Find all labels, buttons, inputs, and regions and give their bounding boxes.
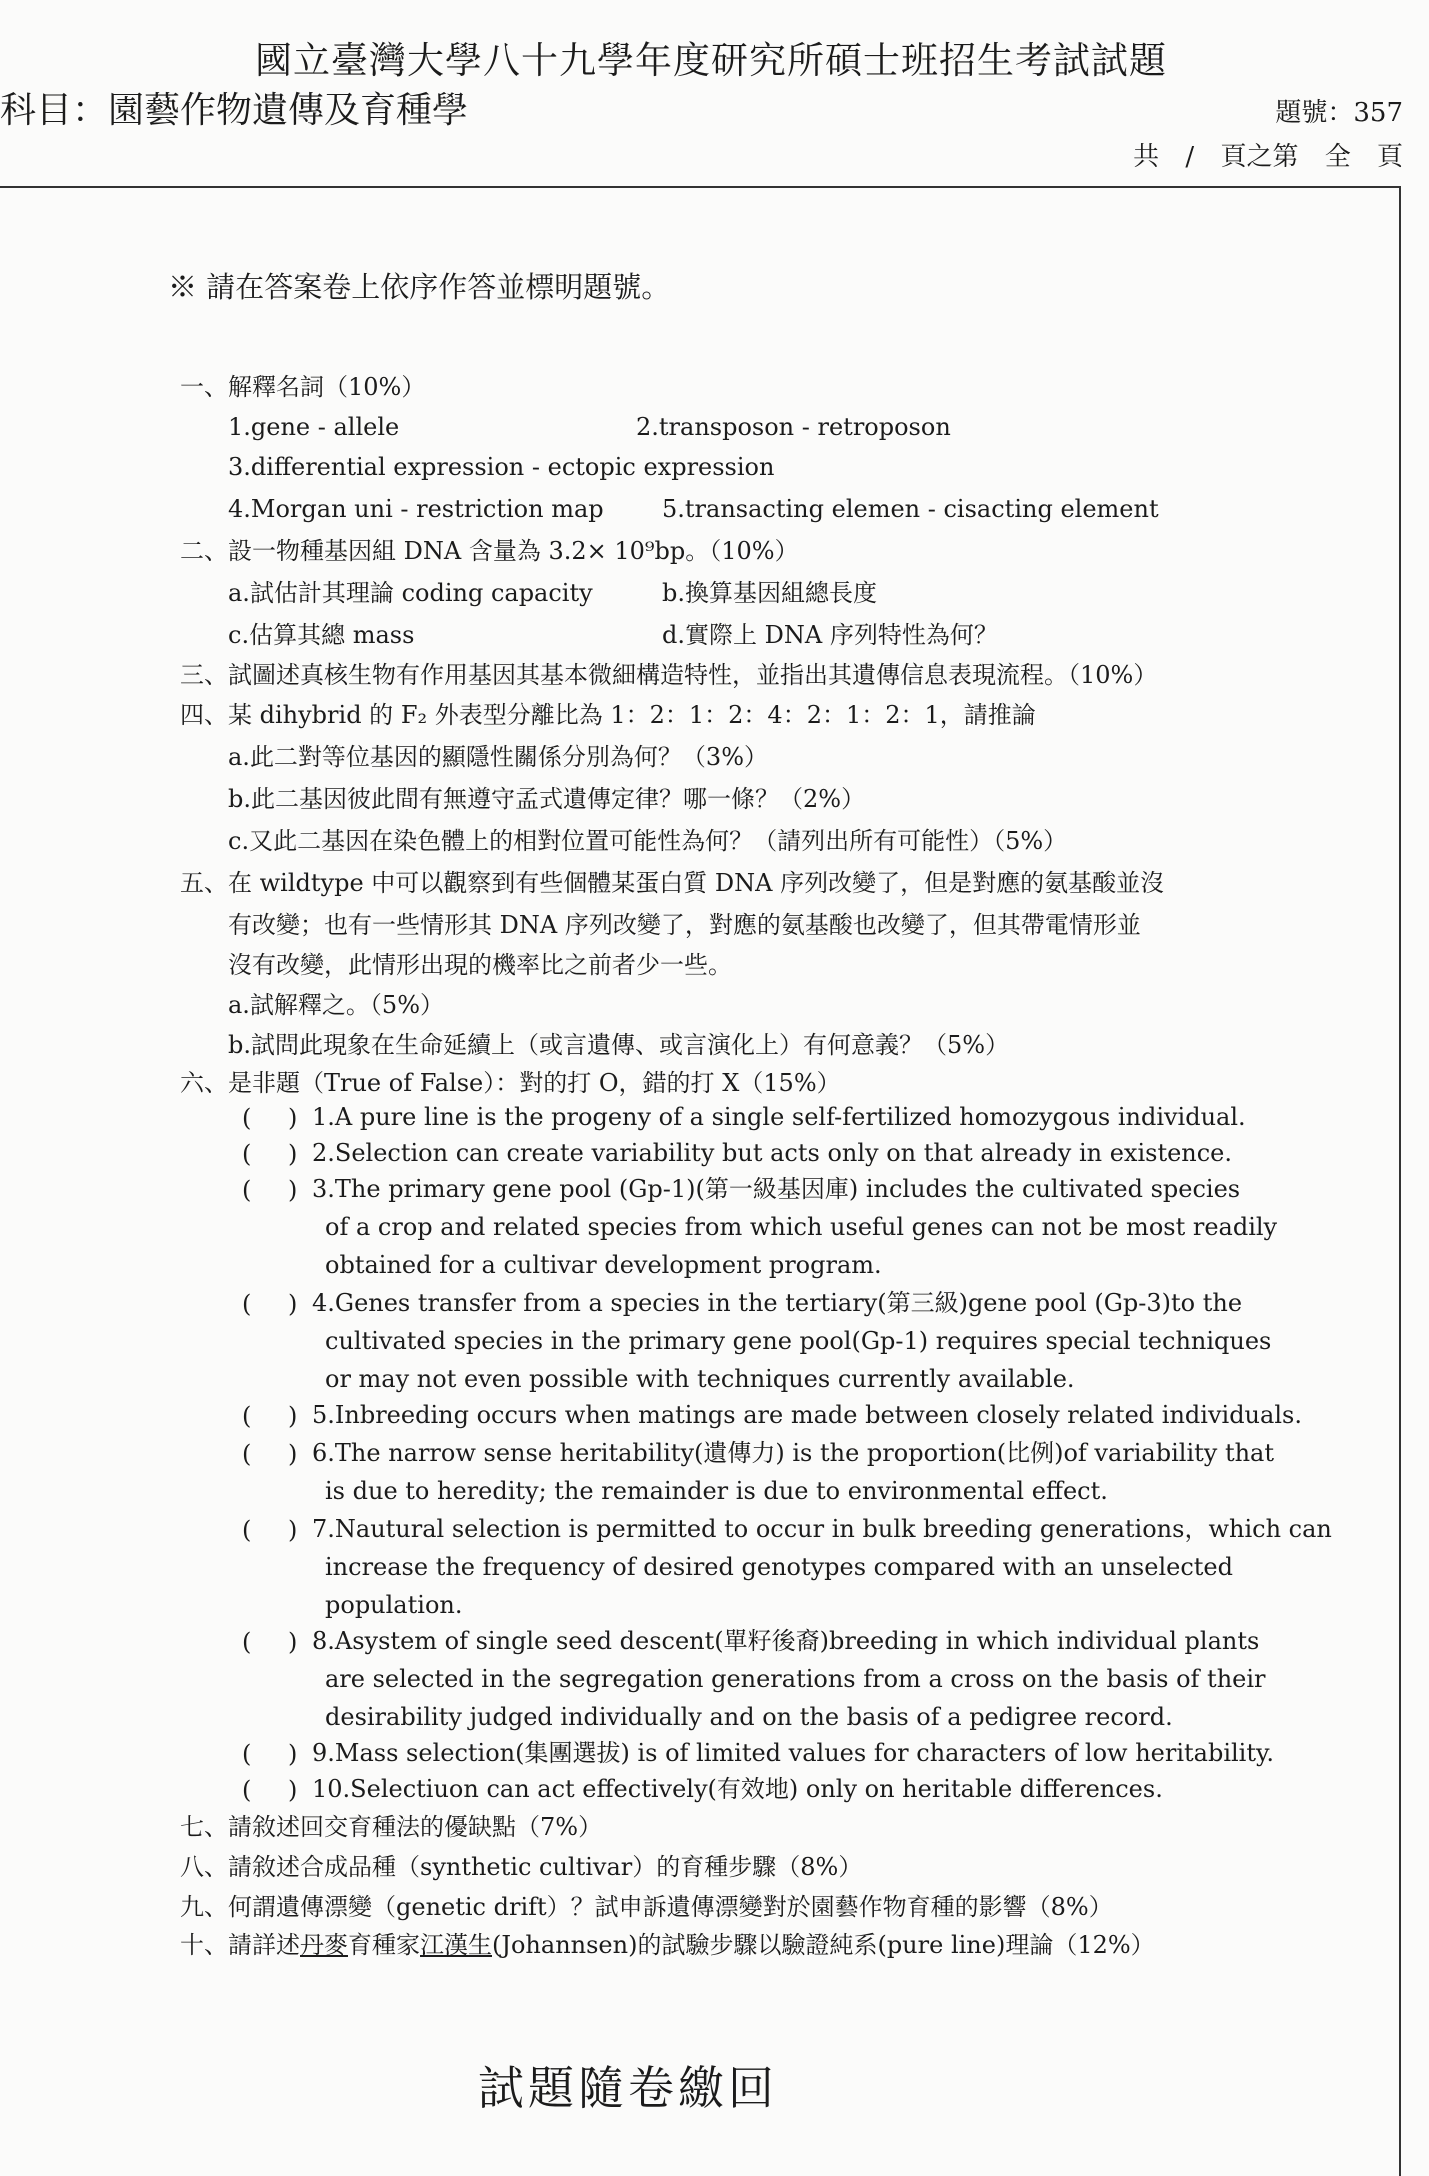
q4-a: a.此二對等位基因的顯隱性關係分別為何？（3%） [228,743,769,771]
q9-heading: 九、何謂遺傳漂變（genetic drift）？試申訴遺傳漂變對於園藝作物育種的影響（8%） [180,1893,1113,1921]
q10-underlined-denmark: 丹麥 [300,1931,348,1959]
q1-heading: 一、解釋名詞（10%） [180,373,426,401]
q6-heading: 六、是非題（True of False）：對的打 O，錯的打 X（15%） [180,1069,841,1097]
exam-subject: 科目：園藝作物遺傳及育種學 [0,90,469,131]
q6-statement-8-cont: desirability judged individually and on the basis of a pedigree record. [325,1703,1173,1731]
q1-item-4: 4.Morgan uni - restriction map [228,495,604,523]
q6-statement-3-cont: of a crop and related species from which useful genes can not be most readily [325,1213,1278,1241]
q10-heading [180,1930,1155,1960]
q6-statement-4-cont: or may not even possible with techniques currently available. [325,1365,1075,1393]
q1-item-1: 1.gene - allele [228,413,400,441]
page-count: 共 / 頁之第 全 頁 [1133,142,1403,172]
footer-notice: 試題隨卷繳回 [478,2061,778,2115]
q6-statement-8-cont: are selected in the segregation generations from a cross on the basis of their [325,1665,1266,1693]
q5-line-2: 有改變；也有一些情形其 DNA 序列改變了，對應的氨基酸也改變了，但其帶電情形並 [228,911,1141,939]
q5-line-1: 五、在 wildtype 中可以觀察到有些個體某蛋白質 DNA 序列改變了，但是對應的氨基酸並沒 [180,869,1165,897]
q6-statement-10: 10.Selectiuon can act effectively(有效地) only on heritable differences. [312,1775,1163,1803]
q10-text: (Johannsen)的試驗步驟以驗證純系(pure line)理論（12%） [492,1931,1155,1959]
q5-b: b.試問此現象在生命延續上（或言遺傳、或言演化上）有何意義？（5%） [228,1031,1010,1059]
q6-statement-9: 9.Mass selection(集團選拔) is of limited values for characters of low heritability. [312,1739,1275,1767]
q7-heading: 七、請敘述回交育種法的優缺點（7%） [180,1813,603,1841]
q4-heading: 四、某 dihybrid 的 F₂ 外表型分離比為 1：2：1：2：4：2：1：2：1，請推論 [180,701,1036,729]
q10-text: 十、請詳述 [180,1931,300,1959]
q6-statement-4-cont: cultivated species in the primary gene pool(Gp-1) requires special techniques [325,1327,1272,1355]
q10-underlined-johannsen: 江漢生 [420,1931,492,1959]
q6-statement-7-cont: increase the frequency of desired genotypes compared with an unselected [325,1553,1233,1581]
q3-heading: 三、試圖述真核生物有作用基因其基本微細構造特性，並指出其遺傳信息表現流程。（10%） [180,661,1158,689]
q6-statement-7: 7.Nautural selection is permitted to occur in bulk breeding generations，which can [312,1515,1332,1543]
q2-c: c.估算其總 mass [228,621,415,649]
q4-b: b.此二基因彼此間有無遵守孟式遺傳定律？哪一條？（2%） [228,785,866,813]
question-number: 題號：357 [1275,98,1403,128]
q2-b: b.換算基因組總長度 [662,579,877,607]
q6-statement-7-cont: population. [325,1591,463,1619]
q2-a: a.試估計其理論 coding capacity [228,579,593,607]
exam-title: 國立臺灣大學八十九學年度研究所碩士班招生考試試題 [255,39,1167,82]
instruction: ※ 請在答案卷上依序作答並標明題號。 [168,270,671,304]
q6-statement-8: 8.Asystem of single seed descent(單籽後裔)breeding in which individual plants [312,1627,1260,1655]
q1-item-5: 5.transacting elemen - cisacting element [662,495,1159,523]
q6-statement-6-cont: is due to heredity; the remainder is due to environmental effect. [325,1477,1108,1505]
q1-item-3: 3.differential expression - ectopic expression [228,453,775,481]
q2-d: d.實際上 DNA 序列特性為何？ [662,621,998,649]
q10-text: 育種家 [348,1931,420,1959]
q6-statement-5: 5.Inbreeding occurs when matings are made between closely related individuals. [312,1401,1302,1429]
q5-line-3: 沒有改變，此情形出現的機率比之前者少一些。 [228,951,732,979]
q6-statement-4: 4.Genes transfer from a species in the tertiary(第三級)gene pool (Gp-3)to the [312,1289,1243,1317]
q6-statement-2: 2.Selection can create variability but acts only on that already in existence. [312,1139,1233,1167]
q6-statement-3-cont: obtained for a cultivar development program. [325,1251,882,1279]
q4-c: c.又此二基因在染色體上的相對位置可能性為何？（請列出所有可能性）（5%） [228,827,1068,855]
q2-heading: 二、設一物種基因組 DNA 含量為 3.2× 10⁹bp。（10%） [180,537,799,565]
q6-statement-3: 3.The primary gene pool (Gp-1)(第一級基因庫) includes the cultivated species [312,1175,1241,1203]
q1-item-2: 2.transposon - retroposon [636,413,951,441]
q6-statement-1: 1.A pure line is the progeny of a single self-fertilized homozygous individual. [312,1103,1246,1131]
q5-a: a.試解釋之。（5%） [228,991,445,1019]
q8-heading: 八、請敘述合成品種（synthetic cultivar）的育種步驟（8%） [180,1853,863,1881]
q6-statement-6: 6.The narrow sense heritability(遺傳力) is the proportion(比例)of variability that [312,1439,1275,1467]
